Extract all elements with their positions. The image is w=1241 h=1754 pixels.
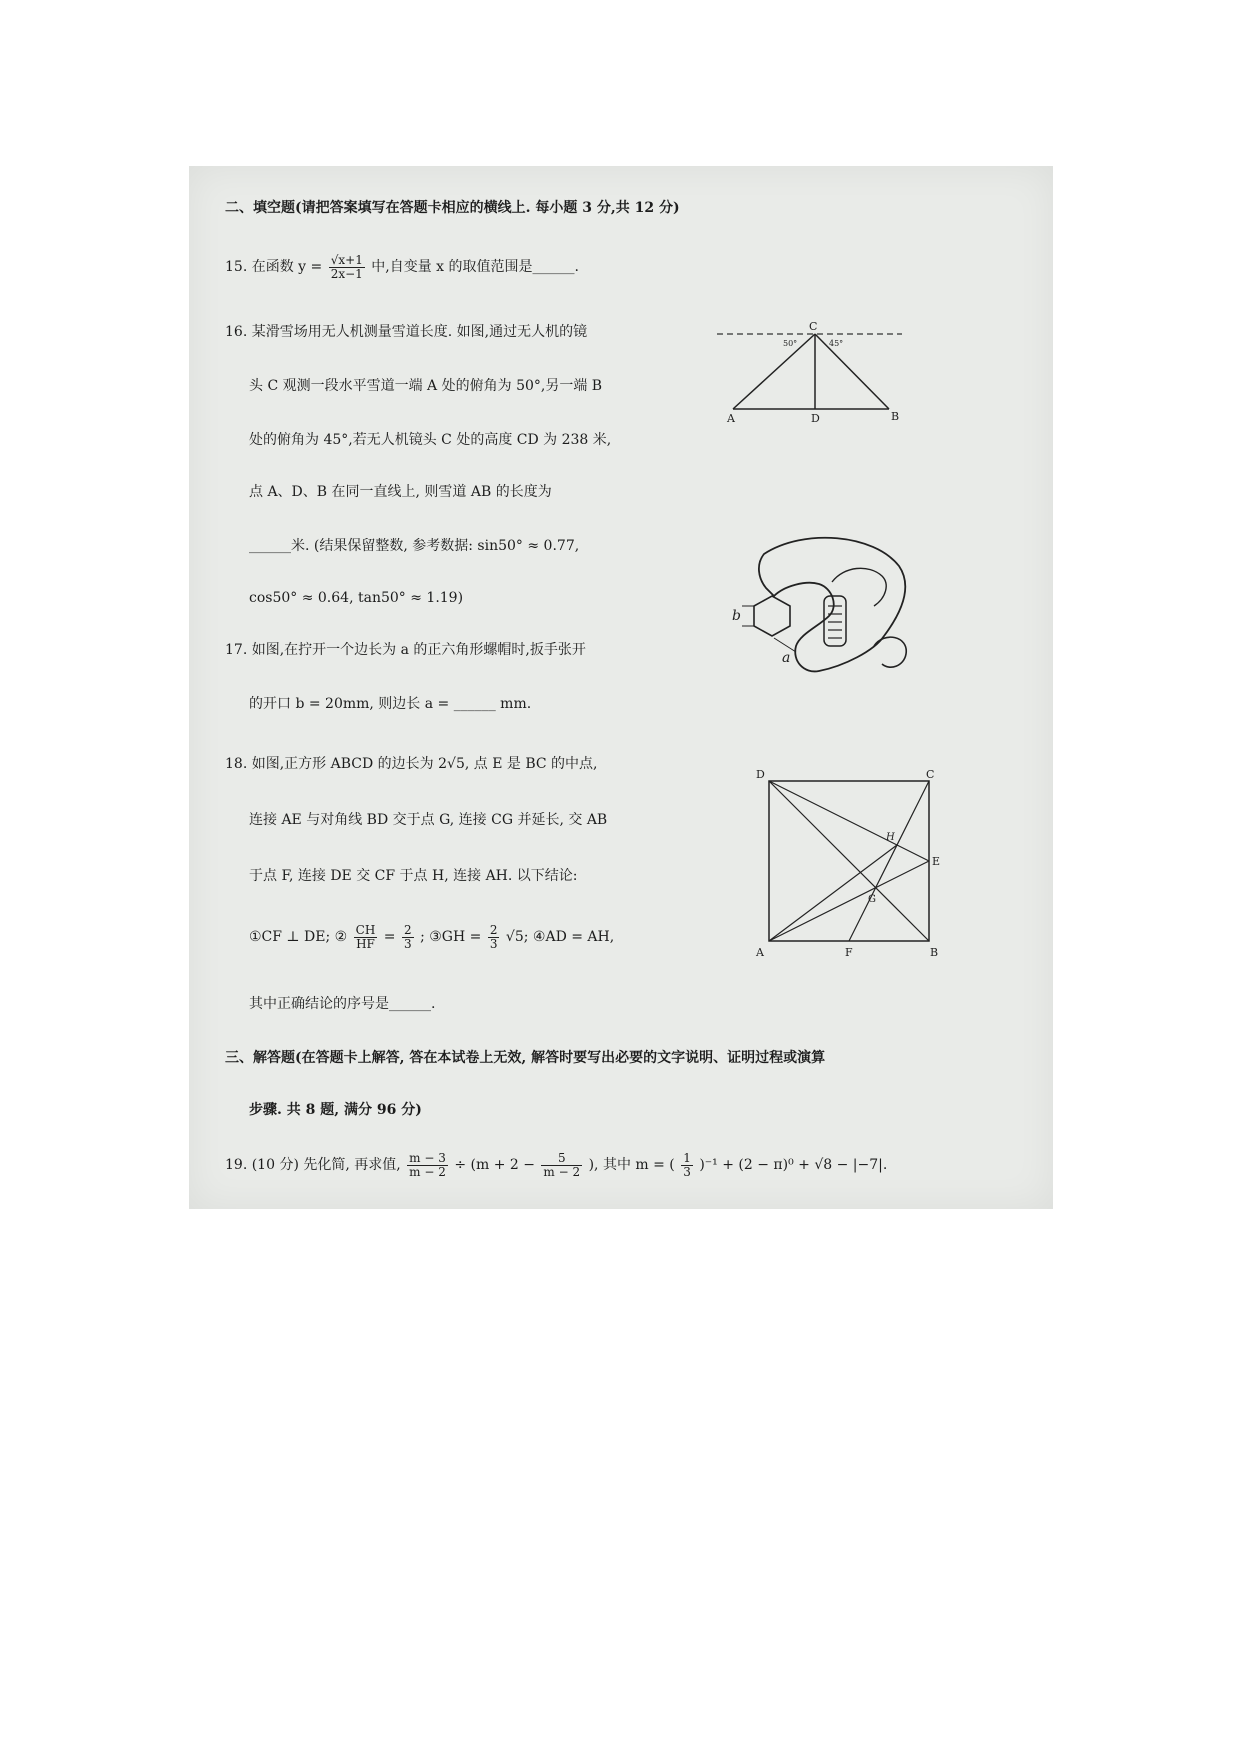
q16-line-6: cos50° ≈ 0.64, tan50° ≈ 1.19) — [249, 590, 464, 606]
q16-line-3: 处的俯角为 45°,若无人机镜头 C 处的高度 CD 为 238 米, — [249, 432, 612, 448]
q18-conclusions — [249, 924, 614, 950]
q18-line-3: 于点 F, 连接 DE 交 CF 于点 H, 连接 AH. 以下结论: — [249, 868, 578, 884]
q18-frac2-den: 3 — [403, 936, 412, 951]
label-b: B — [891, 410, 900, 423]
q18-line-5: 其中正确结论的序号是______. — [249, 996, 436, 1012]
wrench-jaw — [832, 568, 886, 606]
q19-fraction-1 — [407, 1152, 448, 1178]
line-de — [769, 781, 929, 861]
q16-line-2: 头 C 观测一段水平雪道一端 A 处的俯角为 50°,另一端 B — [249, 378, 603, 394]
label-c: C — [926, 768, 935, 781]
question-15 — [225, 254, 579, 280]
angle-45: 45° — [829, 339, 844, 348]
q18-fraction-ch-hf — [354, 924, 378, 950]
wrench-hook — [874, 637, 906, 667]
section-3-header-line-1: 三、解答题(在答题卡上解答, 答在本试卷上无效, 解答时要写出必要的文字说明、证明过程或演算 — [225, 1050, 826, 1066]
q19-fraction-2 — [541, 1152, 582, 1178]
q19-middle-2: ), 其中 m = ( — [588, 1157, 675, 1174]
question-19 — [225, 1152, 887, 1178]
q18-frac1-den: HF — [356, 936, 375, 951]
q19-frac2-num: 5 — [541, 1152, 582, 1166]
q17-line-1: 17. 如图,在拧开一个边长为 a 的正六角形螺帽时,扳手张开 — [225, 642, 586, 658]
line-cf — [849, 781, 929, 941]
q19-middle: ÷ (m + 2 − — [454, 1157, 535, 1174]
label-h: H — [886, 832, 895, 843]
q18-conclusion-3: ; ③GH = — [420, 929, 482, 946]
q16-figure — [717, 316, 917, 426]
q18-line-1: 18. 如图,正方形 ABCD 的边长为 2√5, 点 E 是 BC 的中点, — [225, 756, 598, 772]
q18-fraction-gh — [488, 924, 500, 950]
q17-figure — [724, 526, 924, 686]
line-ca — [733, 334, 815, 409]
q18-equals: = — [383, 929, 396, 946]
q15-prefix: 15. 在函数 y = — [225, 259, 323, 276]
q18-line-2: 连接 AE 与对角线 BD 交于点 G, 连接 CG 并延长, 交 AB — [249, 812, 608, 828]
q19-suffix: )⁻¹ + (2 − π)⁰ + √8 − |−7|. — [699, 1157, 888, 1174]
angle-50: 50° — [783, 339, 798, 348]
diagonal-bd — [769, 781, 929, 941]
q18-frac3-num: 2 — [489, 923, 498, 937]
label-c: C — [809, 320, 818, 333]
label-d: D — [756, 768, 765, 781]
q19-frac3-den: 3 — [683, 1164, 691, 1179]
q19-fraction-3 — [681, 1152, 693, 1178]
q18-conclusion-1: ①CF ⊥ DE; ② — [249, 929, 348, 946]
q19-prefix: 19. (10 分) 先化简, 再求值, — [225, 1157, 401, 1174]
label-a: A — [727, 412, 735, 425]
q16-line-5: ______米. (结果保留整数, 参考数据: sin50° ≈ 0.77, — [249, 538, 580, 554]
q19-frac2-den: m − 2 — [543, 1164, 581, 1179]
exam-photo — [189, 166, 1053, 1209]
wrench-outline — [759, 538, 905, 672]
label-a-dimension: a — [782, 650, 791, 666]
label-e: E — [932, 855, 941, 868]
q18-fraction-2-3 — [402, 924, 414, 950]
section-2-header: 二、填空题(请把答案填写在答题卡相应的横线上. 每小题 3 分,共 12 分) — [225, 200, 680, 216]
q18-conclusion-3b: √5; ④AD = AH, — [505, 929, 615, 946]
q15-numerator: √x+1 — [330, 253, 363, 267]
q18-frac1-num: CH — [355, 923, 376, 937]
q19-frac3-num: 1 — [683, 1151, 691, 1165]
q18-frac3-den: 3 — [489, 936, 498, 951]
q19-frac1-num: m − 3 — [409, 1151, 446, 1165]
q16-line-1: 16. 某滑雪场用无人机测量雪道长度. 如图,通过无人机的镜 — [225, 324, 588, 340]
q15-suffix: 中,自变量 x 的取值范围是______. — [371, 259, 579, 276]
q17-line-2: 的开口 b = 20mm, 则边长 a = ______ mm. — [249, 696, 532, 712]
label-f: F — [845, 946, 853, 959]
q19-frac1-den: m − 2 — [409, 1164, 446, 1179]
label-a: A — [756, 946, 764, 959]
label-d: D — [811, 412, 820, 425]
q15-fraction — [329, 254, 365, 280]
label-b: B — [930, 946, 939, 959]
section-3-header-line-2: 步骤. 共 8 题, 满分 96 分) — [249, 1102, 422, 1118]
q15-denominator: 2x−1 — [330, 266, 363, 281]
q18-frac2-num: 2 — [403, 923, 412, 937]
q18-figure — [754, 766, 944, 966]
label-b-dimension: b — [732, 608, 741, 624]
q16-line-4: 点 A、D、B 在同一直线上, 则雪道 AB 的长度为 — [249, 484, 552, 500]
line-ae — [769, 861, 929, 941]
line-ah — [769, 845, 897, 941]
hex-nut — [754, 596, 790, 636]
line-cb — [815, 334, 889, 409]
label-g: G — [868, 894, 876, 905]
